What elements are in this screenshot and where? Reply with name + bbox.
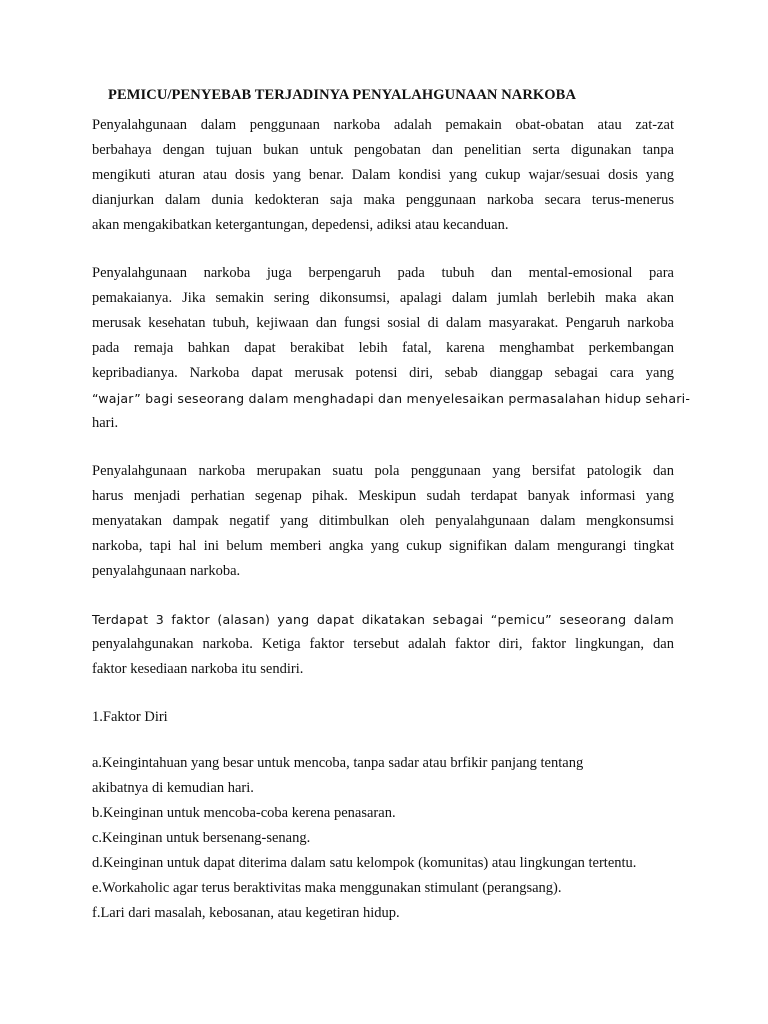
paragraph-line: akan mengakibatkan ketergantungan, depedensi, adiksi atau kecanduan. (92, 217, 509, 233)
paragraph-3 (92, 459, 674, 584)
paragraph-line: mengikuti aturan atau dosis yang benar. Dalam kondisi yang cukup wajar/sesuai dosis yang (92, 167, 674, 183)
list-item: akibatnya di kemudian hari. (92, 780, 254, 796)
factor-list (92, 751, 692, 926)
paragraph-line: faktor kesediaan narkoba itu sendiri. (92, 661, 304, 677)
paragraph-line: “wajar” bagi seseorang dalam menghadapi dan menyelesaikan permasalahan hidup sehari- (92, 391, 691, 406)
paragraph-2 (92, 261, 691, 436)
paragraph-line: pada remaja bahkan dapat berakibat lebih fatal, karena menghambat perkembangan (92, 340, 674, 356)
paragraph-line: Penyalahgunaan narkoba merupakan suatu pola penggunaan yang bersifat patologik dan (92, 463, 674, 479)
document-title: PEMICU/PENYEBAB TERJADINYA PENYALAHGUNAAN NARKOBA (108, 87, 577, 103)
paragraph-line: Penyalahgunaan dalam penggunaan narkoba adalah pemakain obat-obatan atau zat-zat (92, 117, 674, 133)
paragraph-line: merusak kesehatan tubuh, kejiwaan dan fungsi sosial di dalam masyarakat. Pengaruh narkoba (92, 315, 674, 331)
list-item: d.Keinginan untuk dapat diterima dalam satu kelompok (komunitas) atau lingkungan tertentu. (92, 855, 637, 871)
paragraph-line: harus menjadi perhatian segenap pihak. Meskipun sudah terdapat banyak informasi yang (92, 488, 674, 504)
list-item: c.Keinginan untuk bersenang-senang. (92, 830, 311, 846)
paragraph-1 (92, 113, 674, 238)
section-heading: 1.Faktor Diri (92, 709, 168, 725)
paragraph-line: pemakaianya. Jika semakin sering dikonsumsi, apalagi dalam jumlah berlebih maka akan (92, 290, 674, 306)
paragraph-line: kepribadianya. Narkoba dapat merusak potensi diri, sebab dianggap sebagai cara yang (92, 365, 674, 381)
paragraph-line: penyalahgunakan narkoba. Ketiga faktor tersebut adalah faktor diri, faktor lingkungan, dan (92, 636, 674, 652)
list-item: e.Workaholic agar terus beraktivitas maka menggunakan stimulant (perangsang). (92, 880, 562, 896)
list-item: a.Keingintahuan yang besar untuk mencoba, tanpa sadar atau brfikir panjang tentang (92, 755, 584, 771)
paragraph-line: berbahaya dengan tujuan bukan untuk pengobatan dan penelitian serta digunakan tanpa (92, 142, 674, 158)
paragraph-line: dianjurkan dalam dunia kedokteran saja maka penggunaan narkoba secara terus-menerus (92, 192, 674, 208)
paragraph-line: menyatakan dampak negatif yang ditimbulkan oleh penyalahgunaan dalam mengkonsumsi (92, 513, 674, 529)
list-item: f.Lari dari masalah, kebosanan, atau kegetiran hidup. (92, 905, 400, 921)
paragraph-line: hari. (92, 415, 119, 431)
paragraph-line: narkoba, tapi hal ini belum memberi angka yang cukup signifikan dalam mengurangi tingkat (92, 538, 674, 554)
paragraph-line: penyalahgunaan narkoba. (92, 563, 241, 579)
paragraph-4 (92, 607, 674, 682)
paragraph-line: Penyalahgunaan narkoba juga berpengaruh pada tubuh dan mental-emosional para (92, 265, 674, 281)
list-item: b.Keinginan untuk mencoba-coba kerena penasaran. (92, 805, 396, 821)
paragraph-line: Terdapat 3 faktor (alasan) yang dapat dikatakan sebagai “pemicu” seseorang dalam (92, 612, 674, 627)
